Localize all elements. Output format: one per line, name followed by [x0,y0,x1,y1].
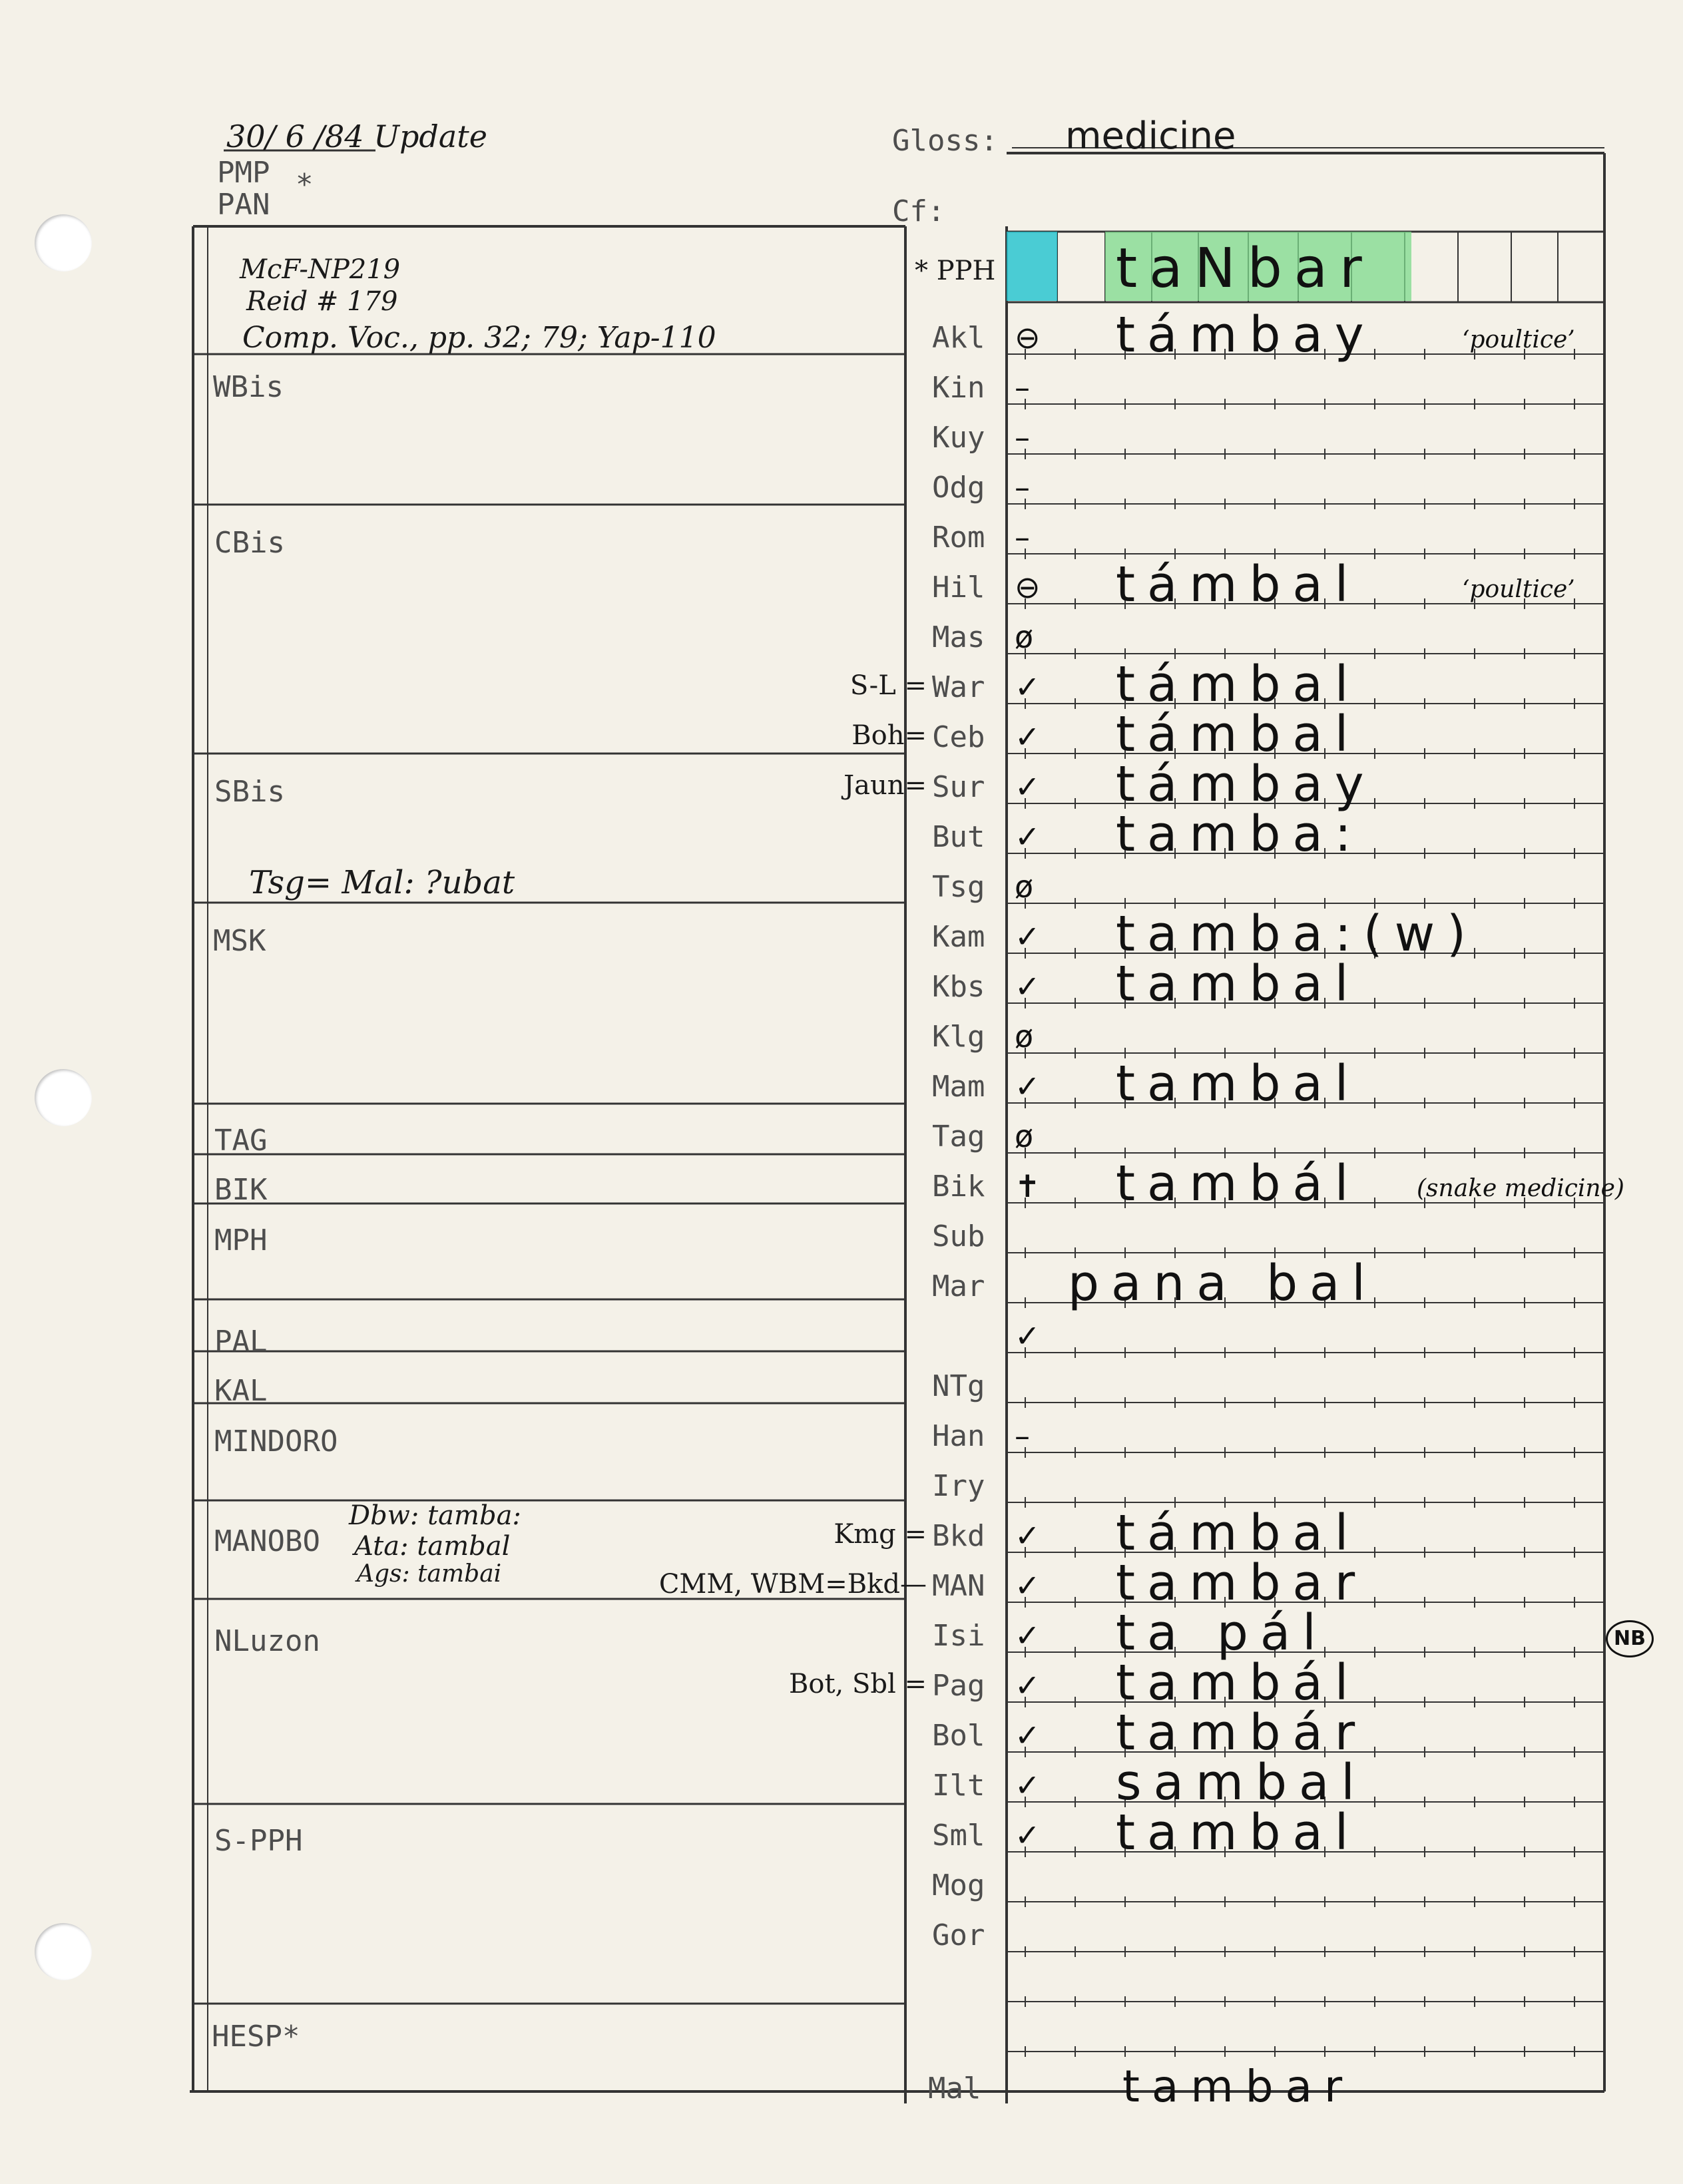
mal-lang: Mal [928,2072,981,2105]
group-cbis: CBis [214,526,285,560]
pph-form: taNbar [1116,237,1374,300]
ref-reid: Reid # 179 [246,286,398,317]
language-code: Isi [932,1619,985,1653]
nb-badge: NB [1606,1620,1654,1657]
reflex-form: támbay [1116,306,1376,363]
group-nluzon: NLuzon [214,1624,320,1658]
group-bik: BIK [214,1173,268,1207]
reflex-gloss: (snake medicine) [1417,1175,1624,1202]
cognate-mark: ✓ [1015,719,1041,755]
dialect-prefix: S-L = [849,670,927,701]
language-code: Mam [932,1070,985,1104]
dialect-prefix: CMM, WBM=Bkd— [658,1569,927,1600]
language-code: Sur [932,770,985,804]
group-msk: MSK [213,924,266,958]
language-code: Klg [932,1020,985,1054]
cognate-mark: ✓ [1015,919,1041,955]
reflex-gloss: ‘poultice’ [1462,326,1575,353]
date-update: 30/ 6 /84 Update [226,118,487,154]
group-sbis: SBis [214,775,285,809]
cognate-mark: ø [1015,869,1034,905]
language-code: Rom [932,521,985,554]
reflex-form: ta pál [1116,1604,1328,1661]
group-manobo: MANOBO [214,1524,320,1558]
group-pal: PAL [214,1325,268,1359]
language-code: Bol [932,1719,985,1753]
group-tag: TAG [214,1124,268,1158]
cognate-mark: ø [1015,1018,1034,1054]
pmp-label: PMP [217,156,270,190]
cognate-mark: – [1015,1418,1030,1454]
pan-label: PAN [217,188,270,222]
reflex-form: sambal [1116,1754,1367,1811]
reflex-form: tamba:(w) [1116,905,1478,963]
cognate-mark: ✓ [1015,769,1041,805]
cognate-mark: – [1015,519,1030,555]
language-code: Tsg [932,870,985,904]
language-code: Mog [932,1868,985,1902]
cf-label: Cf: [892,194,945,228]
reflex-form: támbay [1116,756,1376,813]
mal-form: tambar [1122,2061,1355,2112]
reflex-form: támbal [1116,1504,1361,1562]
manobo-ata: Ata: tambal [354,1531,511,1562]
language-code: Pag [932,1669,985,1703]
cognate-mark: ✓ [1015,969,1041,1004]
sbis-note: Tsg= Mal: ?ubat [249,864,515,901]
group-kal: KAL [214,1374,268,1408]
language-code: Han [932,1419,985,1453]
gloss-value: medicine [1065,114,1236,158]
language-code: Bik [932,1170,985,1203]
dialect-prefix: Bot, Sbl = [788,1669,927,1699]
pmp-star: * [296,168,314,202]
dialect-prefix: Kmg = [834,1519,927,1550]
pph-label: * PPH [915,256,996,286]
cognate-mark: ✓ [1015,1667,1041,1703]
group-mindoro: MINDORO [214,1424,338,1458]
cognate-mark: – [1015,419,1030,455]
language-code: War [932,670,985,704]
reflex-form: tambar [1116,1554,1367,1612]
cognate-mark: ✓ [1015,1568,1041,1604]
language-code: Kuy [932,421,985,455]
reflex-form: tambal [1116,1804,1361,1861]
manobo-dbw: Dbw: tamba: [349,1500,521,1531]
language-code: Tag [932,1120,985,1154]
language-code: NTg [932,1369,985,1403]
cognate-mark: – [1015,469,1030,505]
reflex-gloss: ‘poultice’ [1462,576,1575,603]
language-code: MAN [932,1569,985,1603]
cognate-mark: ✝ [1015,1168,1041,1204]
cognate-mark: ✓ [1015,1817,1041,1853]
cognate-mark: ✓ [1015,1068,1041,1104]
language-code: Iry [932,1469,985,1503]
reflex-form: tambal [1116,1055,1361,1112]
language-code: Odg [932,471,985,505]
language-code: But [932,820,985,854]
reflex-form: támbal [1116,556,1361,613]
ref-mcf: McF-NP219 [240,254,401,285]
language-code: Ceb [932,720,985,754]
language-code: Hil [932,570,985,604]
language-code: Kbs [932,970,985,1004]
cognate-mark: ø [1015,1118,1034,1154]
group-wbis: WBis [213,370,284,404]
cognate-mark: ⊖ [1015,320,1041,355]
ref-comp-voc: Comp. Voc., pp. 32; 79; Yap-110 [242,321,716,355]
reflex-form: tambál [1116,1654,1361,1711]
reflex-form: tambal [1116,955,1361,1012]
language-code: Mar [932,1269,985,1303]
dialect-prefix: Boh= [851,720,927,751]
manobo-ags: Ags: tambai [357,1560,502,1588]
language-code: Kam [932,920,985,954]
pph-cyan-highlight [1007,232,1057,301]
language-code: Bkd [932,1519,985,1553]
group-hesp: HESP* [212,2020,300,2054]
cognate-mark: ø [1015,619,1034,655]
cognate-mark: ✓ [1015,1318,1041,1354]
cognate-mark: – [1015,369,1030,405]
cognate-mark: ✓ [1015,1618,1041,1653]
cognate-mark: ✓ [1015,669,1041,705]
reflex-form: tambár [1116,1704,1367,1761]
reflex-form: támbal [1116,656,1361,713]
language-code: Akl [932,321,985,355]
cognate-mark: ✓ [1015,1518,1041,1554]
gloss-label: Gloss: [892,124,998,158]
cognate-mark: ⊖ [1015,569,1041,605]
cognate-mark: ✓ [1015,819,1041,855]
reflex-form: tambál [1116,1155,1361,1212]
language-code: Sub [932,1219,985,1253]
group-mph: MPH [214,1223,268,1257]
group-spph: S-PPH [214,1824,303,1858]
language-code: Sml [932,1819,985,1853]
cognate-mark: ✓ [1015,1717,1041,1753]
reflex-form: tamba: [1116,805,1363,863]
language-code: Mas [932,620,985,654]
language-code: Ilt [932,1769,985,1803]
language-code: Kin [932,371,985,405]
reflex-form: pana bal [1068,1255,1377,1312]
reflex-form: támbal [1116,706,1361,763]
language-code: Gor [932,1918,985,1952]
cognate-mark: ✓ [1015,1767,1041,1803]
dialect-prefix: Jaun= [843,770,927,801]
